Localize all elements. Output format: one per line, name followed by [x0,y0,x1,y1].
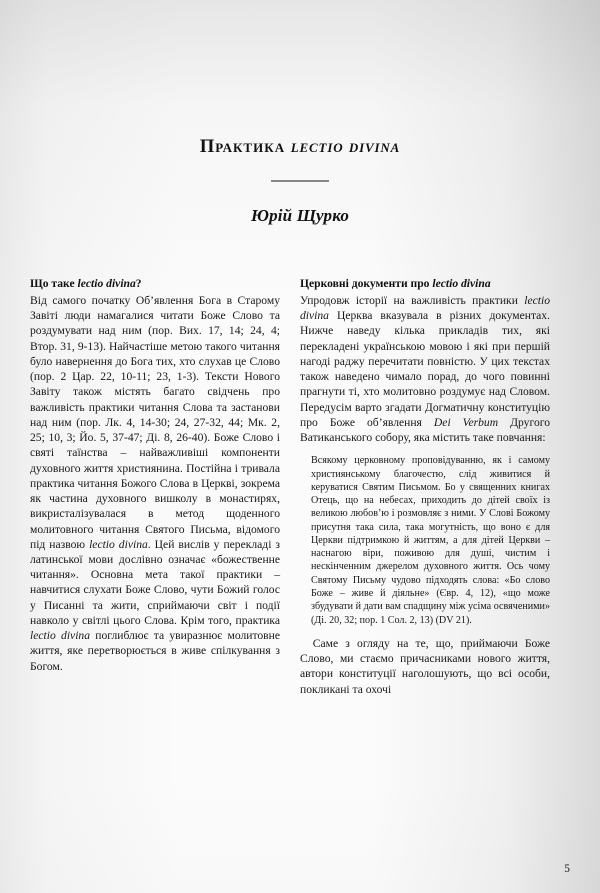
section-heading-what-is [30,277,280,292]
left-par1-part-a: Від самого початку Об’явлення Бога в Старому Завіті люди намагалися читати Боже Слово та роздумувати над ним (пор. Вих. 17, 14; 24, 4; Втор. 31, 9-13). Найчастіше метою такого читання було навернення до Бога тих, хто слухав це Слово (пор. 2 Цар. 22, 10-11; 23, 1-3). Тексти Нового Завіту також містять багато свідчень про важливість практики читання Слова та застанови над ним (пор. Лк. 4, 14-30; 24, 27-32, 44; Мк. 2, 25; 10, 3; Йо. 5, 37-47; Ді. 8, 26-40). Боже Слово і святі таїнства – найважливіші компоненти духовного життя християнина. Постійна і тривала практика читання Божого Слова в Церкві, зокрема як частина духовного вишколу в монастирях, викристалізувалася в метод щоденного молитовного читання Святого Письма, відомого під назвою [30,294,280,551]
article-masthead [30,0,570,226]
article-title-latin: lectio divina [290,137,401,157]
right-heading-main: Церковні документи про [300,277,433,291]
two-column-body [30,277,570,697]
page-number: 5 [564,863,570,875]
page-title [30,136,570,158]
article-title-main: Практика [199,137,286,157]
left-par1-latin-2: lectio divina [30,629,91,643]
left-paragraph-1 [30,293,280,674]
left-heading-tail: ? [135,277,142,291]
section-heading-church-documents [300,277,550,292]
left-par1-part-c: поглиблює та увиразнює молитовне життя, яке перетворюється в живе спілкування з Богом. [30,629,280,673]
dei-verbum-quotation [300,454,550,626]
right-par1-latin-1: lectio divina [300,294,550,323]
right-par1-part-a: Упродовж історії на важливість практики [300,294,525,308]
right-par1-latin-2: Dei Verbum [433,415,499,429]
right-column [300,277,550,697]
author-name: Юрій Щурко [250,206,349,226]
right-par1-part-b: Церква вказувала в різних документах. Нижче наведу кілька прикладів тих, які перекладені українською мовою і які при першій нагоді раджу перечитати повністю. У цих текстах також наведено чимало порад, до чого повинні прагнути ті, хто молитовно роздумує над Словом. Передусім варто згадати Догматичну конституцію про Боже об’явлення [300,309,550,429]
left-heading-latin: lectio divina [77,277,136,291]
left-par1-part-b: . Цей вислів у перекладі з латинської мови дослівно означає «божественне читання». Основна мета такої практики – навчитися слухати Боже Слово, чути Божий голос у Писанні та жити, сприймаючи світ і події навколо у світлі цього Слова. Крім того, практика [30,537,280,627]
right-paragraph-2: Саме з огляду на те, що, приймаючи Боже Слово, ми стаємо причасниками нового життя, автори конституції наголошують, що всі особи, покликані та охочі [300,636,550,696]
right-par1-part-c: Другого Ватиканського собору, яка містить таке повчання: [300,415,551,445]
left-column [30,277,280,697]
title-divider-rule [271,180,329,182]
left-heading-main: Що таке [30,277,78,291]
quotation-text: Всякому церковному проповідуванню, як і самому християнському благочестю, слід живитися й керуватися Святим Письмом. Бо у священних книгах Отець, що на небесах, приходить до дітей своїх із великою любов’ю і розмовляє з ними. У Слові Божому присутня така сила, така могутність, що воно є для Церкви підтримкою й життям, а для дітей Церкви – наснагою віри, поживою для душі, чистим і нескінченним джерелом духовного життя. Ось чому Святому Письму чудово підходять слова: «Бо слово Боже – живе й діяльне» (Євр. 4, 12), «що може збудувати й дати вам спадщину між усіма освяченими» (Ді. 20, 32; пор. 1 Сол. 2, 13) (DV 21). [311,455,550,626]
right-paragraph-1 [300,293,550,445]
right-heading-latin: lectio divina [432,277,491,291]
left-par1-latin-1: lectio divina [89,537,148,551]
